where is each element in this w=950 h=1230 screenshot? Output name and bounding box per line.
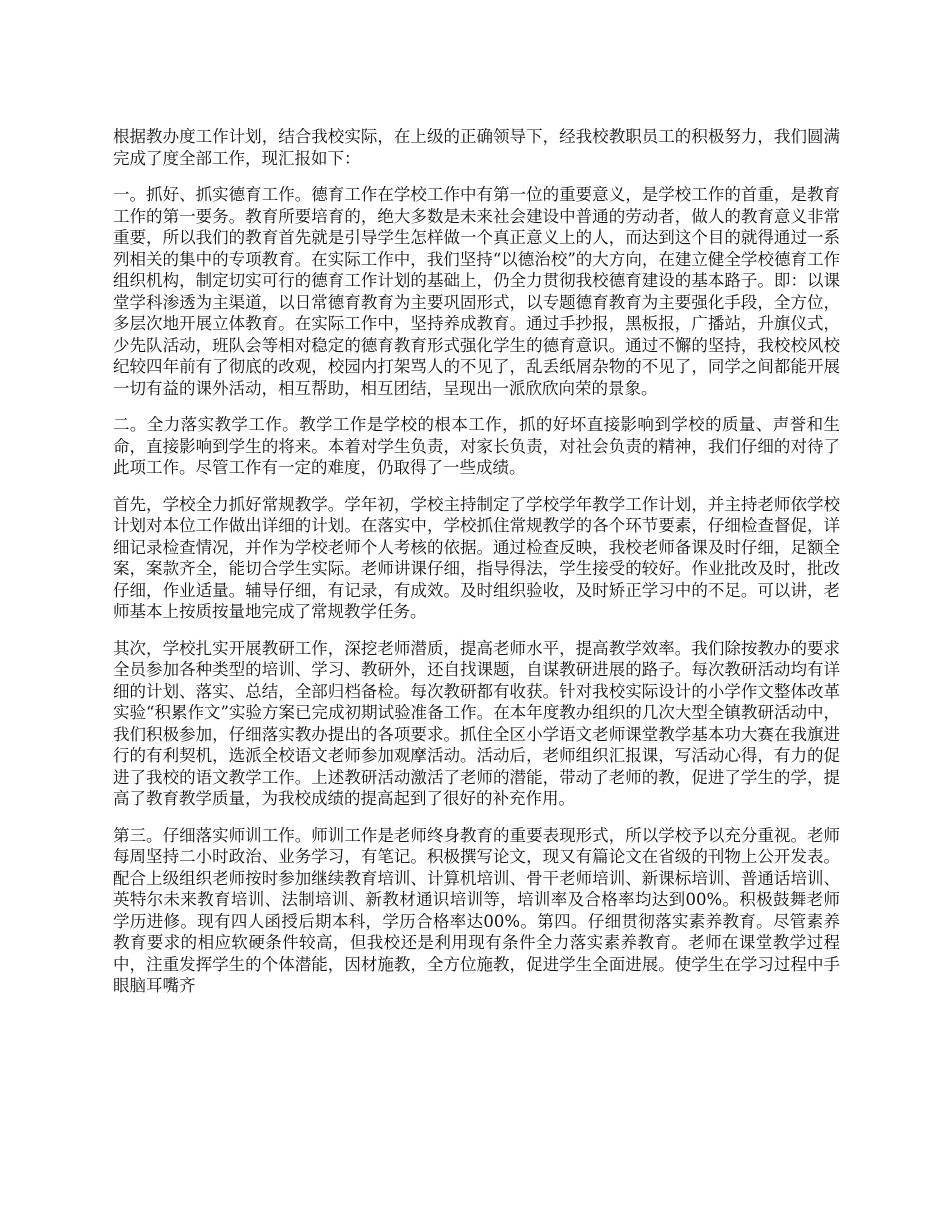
paragraph-routine-teaching: 首先，学校全力抓好常规教学。学年初，学校主持制定了学校学年教学工作计划，并主持老师依学校计划对本位工作做出详细的计划。在落实中，学校抓住常规教学的各个环节要素，仔细检查督促，详细记录检查情况，并作为学校老师个人考核的依据。通过检查反映，我校老师备课及时仔细，足额全案，案款齐全，能切合学生实际。老师讲课仔细，指导得法，学生接受的较好。作业批改及时，批改仔细，作业适量。辅导仔细，有记录，有成效。及时组织验收，及时矫正学习中的不足。可以讲，老师基本上按质按量地完成了常规教学任务。 — [113, 494, 840, 621]
paragraph-teaching-work: 二。全力落实教学工作。教学工作是学校的根本工作，抓的好坏直接影响到学校的质量、声誉和生命，直接影响到学生的将来。本着对学生负责，对家长负责，对社会负责的精神，我们仔细的对待了此项工作。尽管工作有一定的难度，仍取得了一些成绩。 — [113, 415, 840, 477]
paragraph-intro: 根据教办度工作计划，结合我校实际，在上级的正确领导下，经我校教职员工的积极努力，我们圆满完成了度全部工作，现汇报如下： — [113, 127, 840, 168]
paragraph-moral-education: 一。抓好、抓实德育工作。德育工作在学校工作中有第一位的重要意义，是学校工作的首重，是教育工作的第一要务。教育所要培育的，绝大多数是未来社会建设中普通的劳动者，做人的教育意义非常重要，所以我们的教育首先就是引导学生怎样做一个真正意义上的人，而达到这个目的就得通过一系列相关的集中的专项教育。在实际工作中，我们坚持“以德治校”的大方向，在建立健全学校德育工作组织机构，制定切实可行的德育工作计划的基础上，仍全力贯彻我校德育建设的基本路子。即：以课堂学科渗透为主渠道，以日常德育教育为主要巩固形式，以专题德育教育为主要强化手段，全方位，多层次地开展立体教育。在实际工作中，坚持养成教育。通过手抄报，黑板报，广播站，升旗仪式，少先队活动，班队会等相对稳定的德育教育形式强化学生的德育意识。通过不懈的坚持，我校校风校纪较四年前有了彻底的改观，校园内打架骂人的不见了，乱丢纸屑杂物的不见了，同学之间都能开展一切有益的课外活动，相互帮助，相互团结，呈现出一派欣欣向荣的景象。 — [113, 185, 840, 398]
paragraph-teaching-research: 其次，学校扎实开展教研工作，深挖老师潜质，提高老师水平，提高教学效率。我们除按教办的要求全员参加各种类型的培训、学习、教研外，还自找课题，自谋教研进展的路子。每次教研活动均有详细的计划、落实、总结，全部归档备检。每次教研都有收获。针对我校实际设计的小学作文整体改革实验“积累作文”实验方案已完成初期试验准备工作。在本年度教办组织的几次大型全镇教研活动中，我们积极参加，仔细落实教办提出的各项要求。抓住全区小学语文老师课堂教学基本功大赛在我旗进行的有利契机，选派全校语文老师参加观摩活动。活动后，老师组织汇报课，写活动心得，有力的促进了我校的语文教学工作。上述教研活动激活了老师的潜能，带动了老师的教，促进了学生的学，提高了教育教学质量，为我校成绩的提高起到了很好的补充作用。 — [113, 638, 840, 808]
paragraph-teacher-training: 第三。仔细落实师训工作。师训工作是老师终身教育的重要表现形式，所以学校予以充分重视。老师每周坚持二小时政治、业务学习，有笔记。积极撰写论文，现又有篇论文在省级的刊物上公开发表。配合上级组织老师按时参加继续教育培训、计算机培训、骨干老师培训、新课标培训、普通话培训、英特尔未来教育培训、法制培训、新教材通识培训等，培训率及合格率均达到00%。积极鼓舞老师学历进修。现有四人函授后期本科，学历合格率达00%。第四。仔细贯彻落实素养教育。尽管素养教育要求的相应软硬条件较高，但我校还是利用现有条件全力落实素养教育。老师在课堂教学过程中，注重发挥学生的个体潜能，因材施教，全方位施教，促进学生全面进展。使学生在学习过程中手眼脑耳嘴齐 — [113, 825, 840, 995]
document-body — [113, 126, 840, 1012]
